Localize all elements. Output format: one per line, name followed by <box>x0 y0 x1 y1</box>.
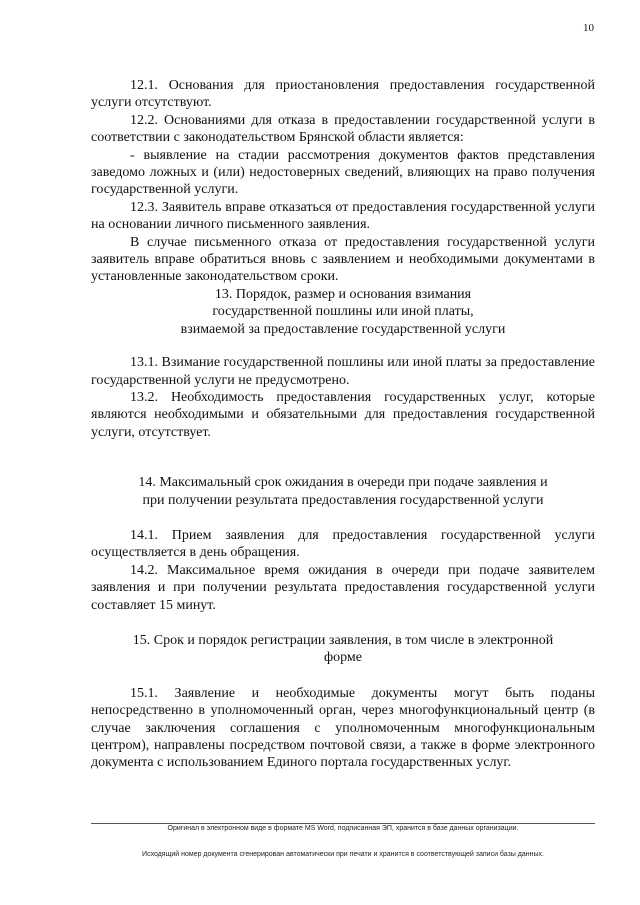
paragraph-12-3-b: В случае письменного отказа от предоставления государственной услуги заявитель вправе обратиться вновь с заявлением и необходимыми документами в установленные законодательством сроки. <box>91 234 595 285</box>
paragraph-15-1: 15.1. Заявление и необходимые документы могут быть поданы непосредственно в уполномоченный орган, через многофункциональный центр (в случае заключения соглашения с уполномоченным многофункциональным центром), направлены посредством почтовой связи, а также в форме электронного документа с использованием Единого портала государственных услуг. <box>91 685 595 771</box>
section-15-heading-line2: форме <box>324 650 362 666</box>
section-13-heading-line2: государственной пошлины или иной платы, <box>212 304 474 320</box>
paragraph-14-2: 14.2. Максимальное время ожидания в очереди при подаче заявителем заявления и при получении результата предоставления государственной услуги составляет 15 минут. <box>91 562 595 613</box>
paragraph-12-2: 12.2. Основаниями для отказа в предоставлении государственной услуги в соответствии с законодательством Брянской области является: <box>91 112 595 146</box>
paragraph-14-1: 14.1. Прием заявления для предоставления государственной услуги осуществляется в день обращения. <box>91 527 595 561</box>
footer-line-number: Исходящий номер документа сгенерирован автоматически при печати и хранится в соответствующей записи базы данных. <box>142 851 544 858</box>
paragraph-12-1: 12.1. Основания для приостановления предоставления государственной услуги отсутствуют. <box>91 78 595 111</box>
page-number: 10 <box>583 22 594 34</box>
section-13-heading-line3: взимаемой за предоставление государственной услуги <box>180 321 506 337</box>
paragraph-13-1: 13.1. Взимание государственной пошлины или иной платы за предоставление государственной услуги не предусмотрено. <box>91 355 595 388</box>
section-13-heading-line1: 13. Порядок, размер и основания взимания <box>214 286 472 302</box>
document-body <box>91 77 595 772</box>
footer-line-original: Оригинал в электронном виде в формате MS Word, подписанная ЭП, хранится в базе данных организации. <box>167 825 519 832</box>
section-14-heading-line2: при получении результата предоставления государственной услуги <box>142 492 544 508</box>
section-14-heading-line1: 14. Максимальный срок ожидания в очереди при подаче заявления и <box>138 475 548 491</box>
paragraph-12-3: 12.3. Заявитель вправе отказаться от предоставления государственной услуги на основании личного письменного заявления. <box>91 199 595 233</box>
paragraph-13-2: 13.2. Необходимость предоставления государственных услуг, которые являются необходимыми и обязательными для предоставления государственной услуги, отсутствует. <box>91 389 595 440</box>
paragraph-12-2-item: - выявление на стадии рассмотрения документов фактов представления заведомо ложных и (или) недостоверных сведений, влияющих на право получения государственной услуги. <box>91 147 595 198</box>
page-footer <box>91 823 595 858</box>
section-15-heading-line1: 15. Срок и порядок регистрации заявления, в том числе в электронной <box>132 632 554 648</box>
